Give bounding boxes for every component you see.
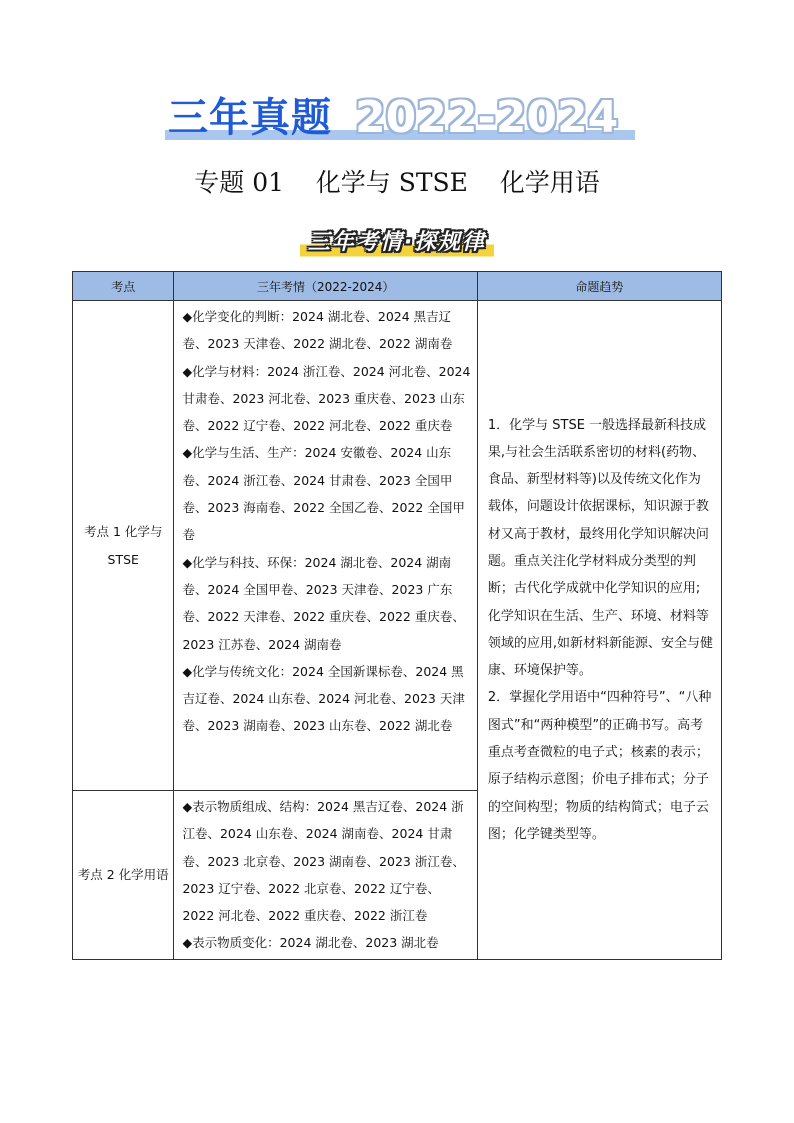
exam-analysis-table [72, 271, 722, 960]
banner-years: 2022-2024 [355, 92, 619, 143]
exam-record-item: ◆化学与生活、生产：2024 安徽卷、2024 山东卷、2024 浙江卷、2024 甘肃卷、2023 全国甲卷、2023 海南卷、2022 全国乙卷、2022 全国甲卷 [182, 445, 465, 543]
section-tag [0, 226, 794, 260]
trend-cell [477, 301, 721, 960]
topic-cell [73, 791, 174, 960]
header-topic: 考点 [73, 272, 174, 301]
header-trend: 命题趋势 [477, 272, 721, 301]
topic-label: 考点 2 化学用语 [77, 866, 169, 882]
trend-item: 2．掌握化学用语中“四种符号”、“八种图式”和“两种模型”的正确书写。高考重点考查微粒的电子式；核素的表示；原子结构示意图；价电子排布式；分子的空间构型；物质的结构简式；电子云图；化学键类型等。 [487, 690, 712, 842]
exam-record-item: ◆化学与材料：2024 浙江卷、2024 河北卷、2024 甘肃卷、2023 河北卷、2023 重庆卷、2023 山东卷、2022 辽宁卷、2022 河北卷、2022 重庆卷 [182, 363, 471, 434]
exam-record-item: ◆化学与传统文化：2024 全国新课标卷、2024 黑吉辽卷、2024 山东卷、2024 河北卷、2023 天津卷、2023 湖南卷、2023 山东卷、2022 湖北卷 [182, 663, 465, 734]
table-header-row [73, 272, 722, 301]
banner-title: 三年真题 [168, 95, 332, 141]
table-row [73, 301, 722, 791]
topic-label: 考点 1 化学与 STSE [84, 523, 163, 567]
exam-record-cell [174, 791, 477, 960]
trend-item: 1．化学与 STSE 一般选择最新科技成果,与社会生活联系密切的材料(药物、食品、新型材料等)以及传统文化作为载体，问题设计依据课标，知识源于教材又高于教材，最终用化学知识解决问题。重点关注化学材料成分类型的判断；古代化学成就中化学知识的应用;化学知识在生活、生产、环境、材料等领域的应用,如新材料新能源、安全与健康、环境保护等。 [487, 417, 713, 679]
topic-cell [73, 301, 174, 791]
exam-record-cell [174, 301, 477, 791]
header-exam-record: 三年考情（2022-2024） [174, 272, 477, 301]
exam-record-item: ◆表示物质变化：2024 湖北卷、2023 湖北卷 [182, 935, 439, 951]
exam-record-item: ◆化学与科技、环保：2024 湖北卷、2024 湖南卷、2024 全国甲卷、2023 天津卷、2023 广东卷、2022 天津卷、2022 重庆卷、2022 重庆卷、2023 江苏卷、2024 湖南卷 [182, 554, 465, 652]
topic-subtitle: 专题 01 化学与 STSE 化学用语 [194, 168, 600, 197]
section-tag-label: 三年考情·探规律 [300, 226, 494, 260]
exam-record-item: ◆化学变化的判断：2024 湖北卷、2024 黑吉辽卷、2023 天津卷、2022 湖北卷、2022 湖南卷 [182, 309, 453, 352]
exam-record-item: ◆表示物质组成、结构：2024 黑吉辽卷、2024 浙江卷、2024 山东卷、2024 湖南卷、2024 甘肃卷、2023 北京卷、2023 湖南卷、2023 浙江卷、2023 辽宁卷、2022 北京卷、2022 辽宁卷、2022 河北卷、2022 重庆卷、2022 浙江卷 [182, 799, 465, 924]
